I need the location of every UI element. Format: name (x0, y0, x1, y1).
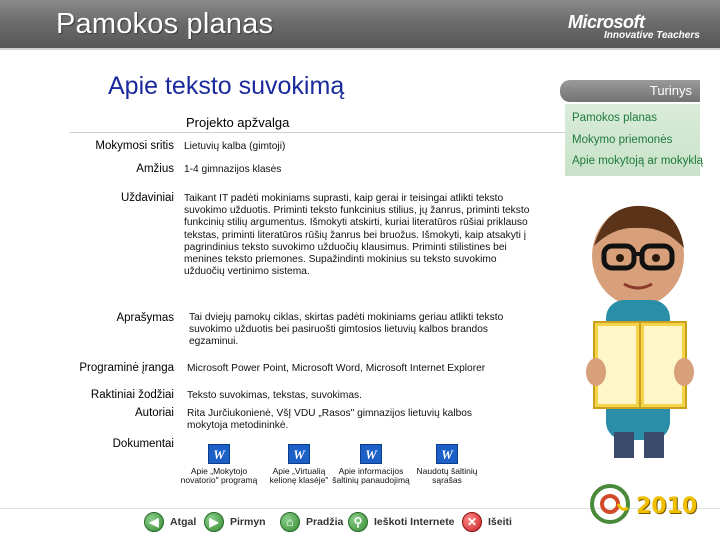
document-link-sources-list[interactable]: W Naudotų šaltinių sąrašas (406, 444, 488, 485)
row-value-subject: Lietuvių kalba (gimtoji) (184, 141, 286, 152)
exit-button[interactable]: ✕ Išeiti (462, 511, 512, 533)
contents-title: Turinys (649, 83, 692, 98)
arrow-left-icon: ◀ (144, 512, 164, 532)
back-button[interactable]: ◀ Atgal (144, 511, 196, 533)
menu-item-about-teacher[interactable]: Apie mokytoją ar mokyklą (572, 155, 704, 167)
row-label-age: Amžius (136, 163, 174, 175)
row-value-age: 1-4 gimnazijos klasės (184, 164, 282, 175)
row-label-tasks: Uždaviniai (120, 192, 174, 204)
menu-item-lesson-plan[interactable]: Pamokos planas (572, 112, 658, 124)
document-link-teacher-program[interactable]: W Apie „Mokytojo novatorio" programą (178, 444, 260, 485)
home-icon: ⌂ (280, 512, 300, 532)
row-value-keywords: Teksto suvokimas, tekstas, suvokimas. (187, 390, 362, 401)
word-icon: W (208, 444, 230, 464)
contents-header (560, 80, 700, 102)
row-value-authors: Rita Jurčiukonienė, VšĮ VDU „Rasos" gimnazijos lietuvių kalbos mokytoja metodininkė. (187, 408, 473, 432)
search-internet-button[interactable]: ⚲ Ieškoti Internete (348, 511, 455, 533)
word-icon: W (436, 444, 458, 464)
row-label-software: Programinė įranga (79, 362, 174, 374)
word-icon: W (360, 444, 382, 464)
brand-subtitle: Innovative Teachers (604, 30, 700, 41)
home-button[interactable]: ⌂ Pradžia (280, 511, 343, 533)
menu-item-teaching-materials[interactable]: Mokymo priemonės (572, 134, 673, 146)
word-icon: W (288, 444, 310, 464)
child-reading-book-illustration (566, 196, 708, 462)
row-label-authors: Autoriai (135, 407, 174, 419)
at-sign-logo-icon (588, 482, 632, 526)
row-value-software: Microsoft Power Point, Microsoft Word, Microsoft Internet Explorer (187, 363, 486, 374)
search-icon: ⚲ (348, 512, 368, 532)
page-title: Apie teksto suvokimą (108, 72, 345, 100)
forward-button[interactable]: ▶ Pirmyn (204, 511, 266, 533)
document-link-virtual-trip[interactable]: W Apie „Virtualią kelionę klasėje" (258, 444, 340, 485)
header-title: Pamokos planas (56, 8, 274, 40)
arrow-right-icon: ▶ (204, 512, 224, 532)
document-link-information-sources[interactable]: W Apie informacijos šaltinių panaudojimą (330, 444, 412, 485)
microsoft-logo: Microsoft (568, 12, 645, 32)
row-label-subject: Mokymosi sritis (95, 140, 174, 152)
section-title: Projekto apžvalga (186, 115, 290, 130)
row-value-description: Tai dviejų pamokų ciklas, skirtas padėti mokiniams geriau atlikti teksto suvokimo užduotis bei pasiruošti gimtosios lietuvių kalbos brandos egzaminui. (189, 312, 504, 348)
row-label-description: Aprašymas (116, 312, 174, 324)
year-badge: 2010 (636, 494, 698, 519)
close-icon: ✕ (462, 512, 482, 532)
row-label-documents: Dokumentai (112, 438, 174, 450)
header-bar (0, 0, 720, 50)
row-label-keywords: Raktiniai žodžiai (90, 389, 174, 401)
row-value-tasks: Taikant IT padėti mokiniams suprasti, kaip gerai ir teisingai atlikti teksto suvokimo užduotis. Priminti teksto funkcinius stilius, jų žanrus, priminti teksto funkcinių stilių argumentus. Išmokyti atskirti, kuriai literatūros rūšiai priklauso tekstas, priminti literatūros rūšių žanrus bei bruožus. Išmokyti, kaip atsakyti į pagrindinius teksto suvokimo užduočių klausimus. Priminti stilistines bei menines teksto priemones. Supažindinti mokinius su teksto suvokimo užduočių vertinimo sistema. (184, 193, 530, 278)
section-divider (70, 132, 565, 133)
